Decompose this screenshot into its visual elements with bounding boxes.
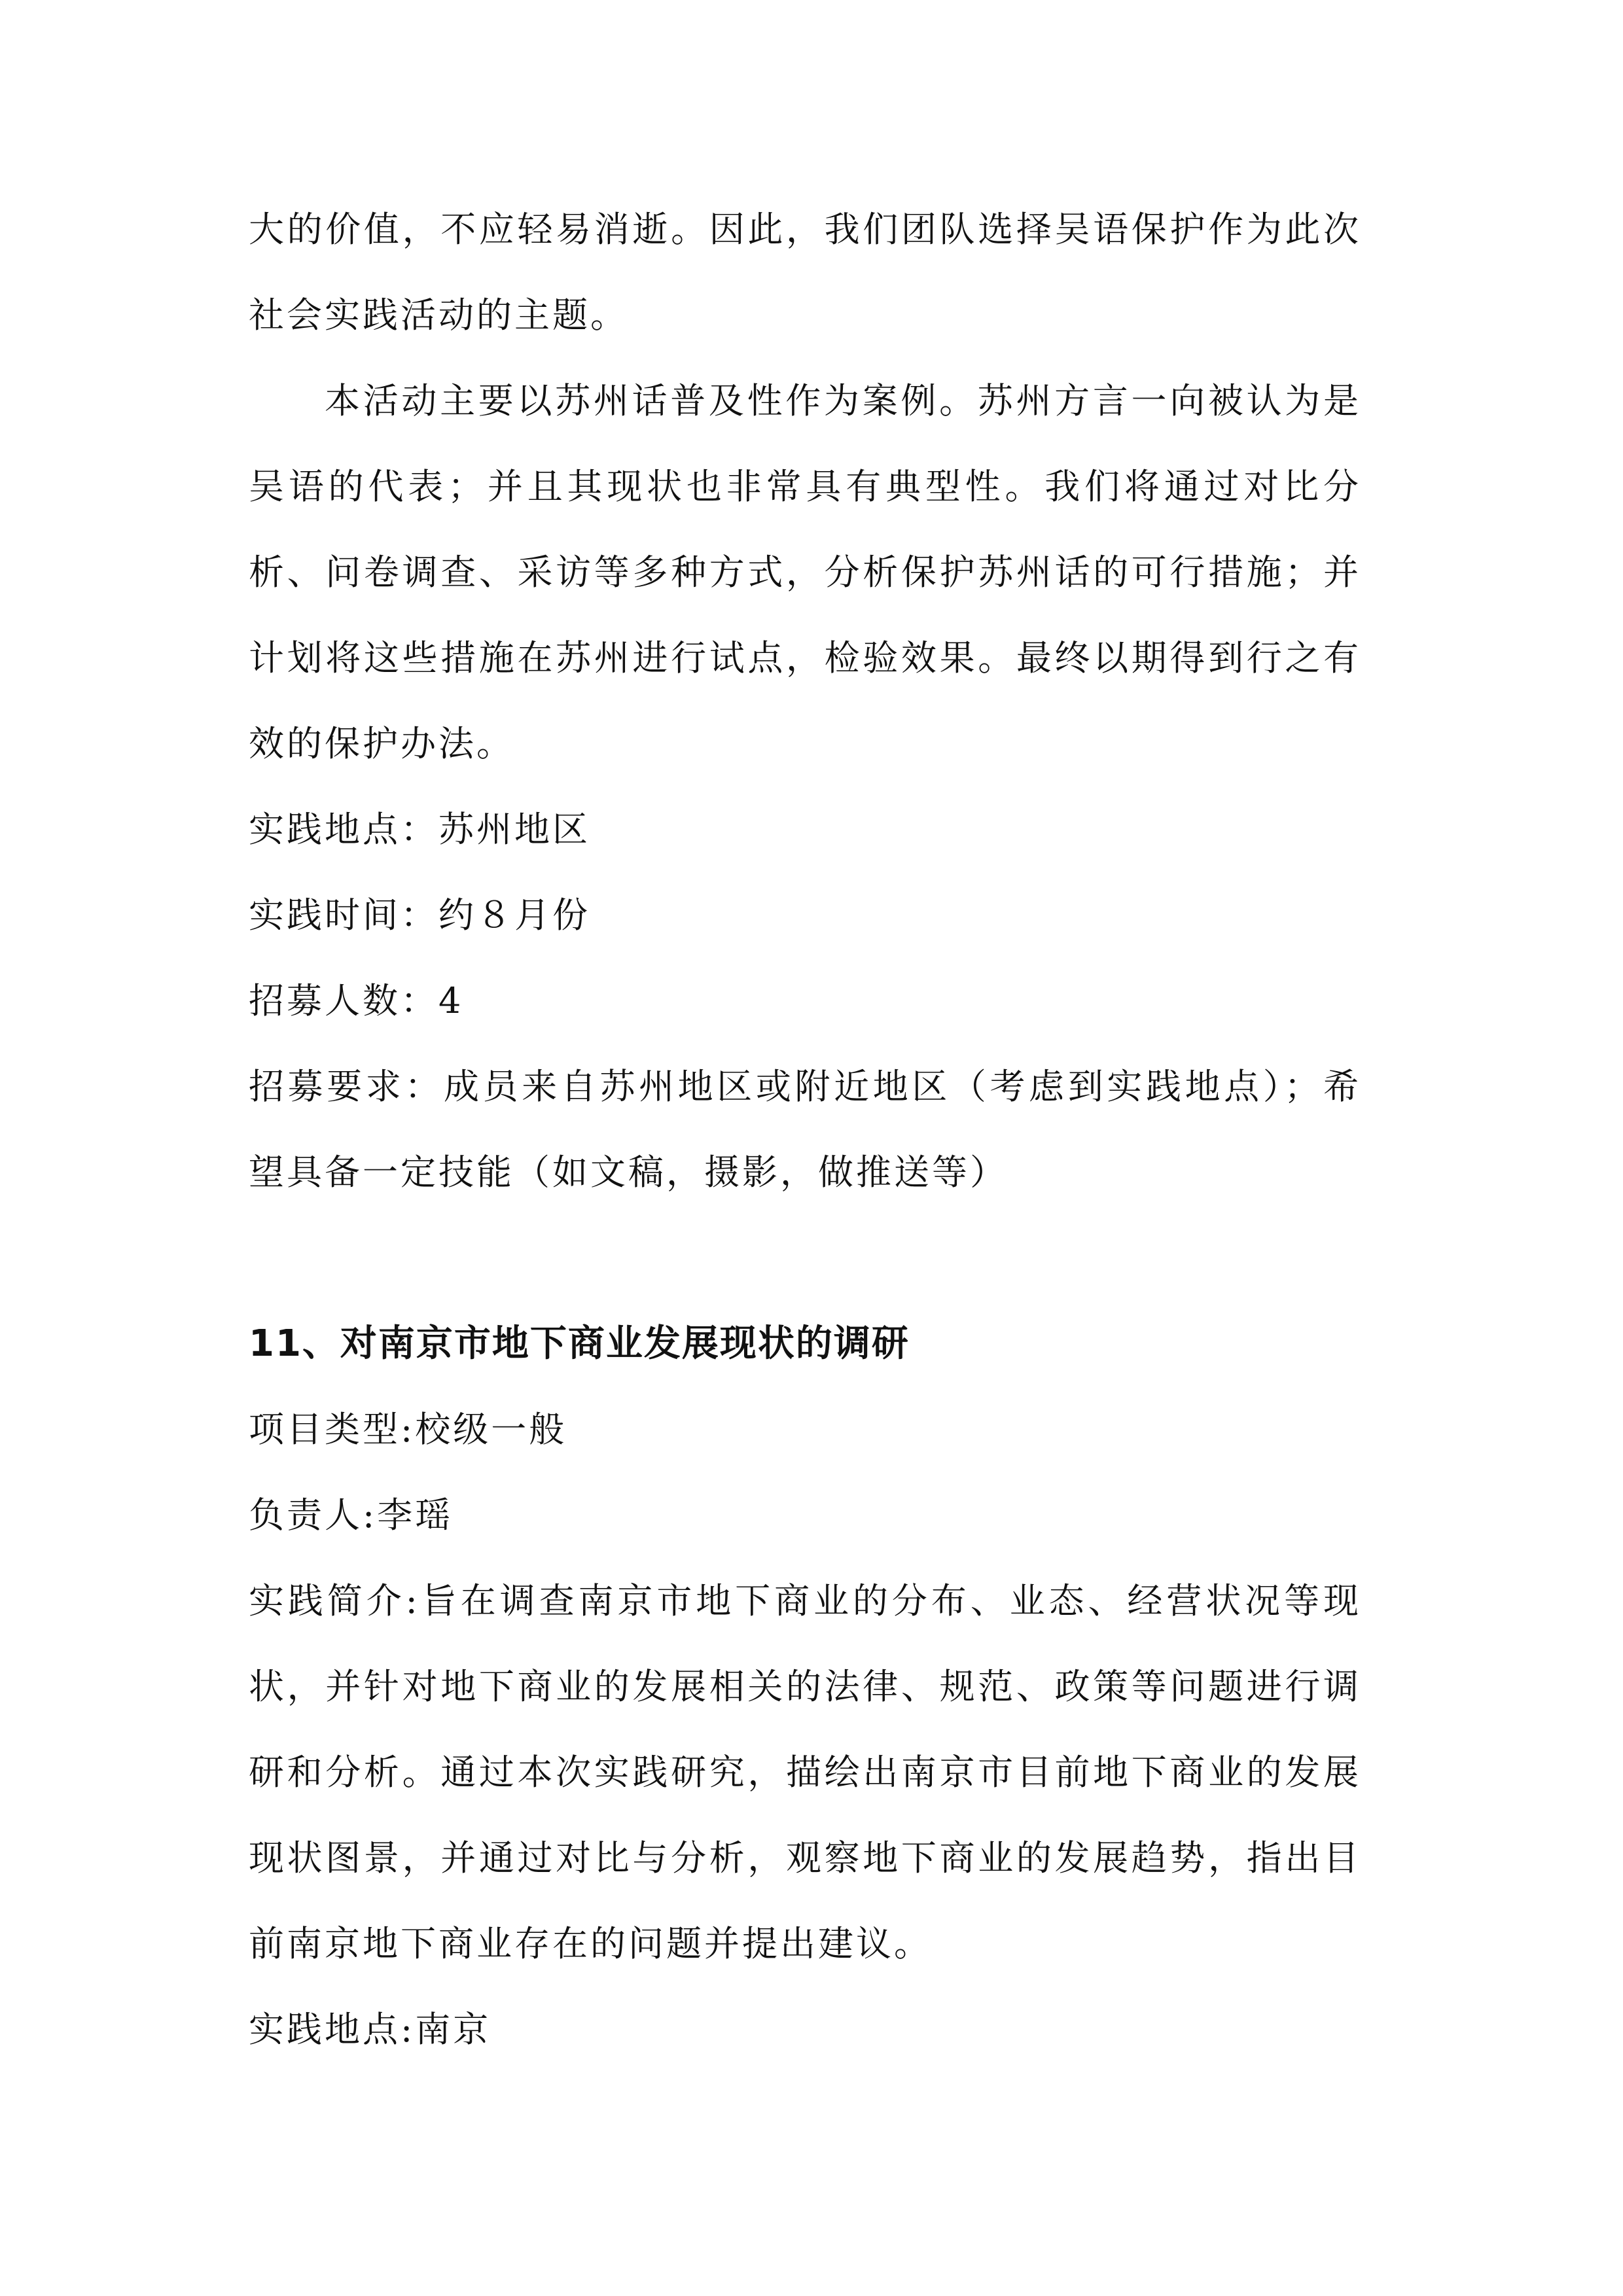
section10-recruit-count: 招募人数：4 <box>249 980 464 1021</box>
section10-continued-paragraph: 大的价值，不应轻易消逝。因此，我们团队选择吴语保护作为此次社会实践活动的主题。 <box>249 209 1361 336</box>
section11-location: 实践地点:南京 <box>249 2009 491 2050</box>
section-spacer <box>249 1215 1361 1301</box>
section11-leader: 负责人:李瑶 <box>249 1494 454 1536</box>
section11-intro: 实践简介:旨在调查南京市地下商业的分布、业态、经营状况等现状，并针对地下商业的发展相关的法律、规范、政策等问题进行调研和分析。通过本次实践研究，描绘出南京市目前地下商业的发展现状图景，并通过对比与分析，观察地下商业的发展趋势，指出目前南京地下商业存在的问题并提出建议。 <box>249 1580 1361 1964</box>
document-page <box>249 186 1361 2072</box>
section10-recruit-requirements: 招募要求：成员来自苏州地区或附近地区（考虑到实践地点）；希望具备一定技能（如文稿，摄影，做推送等） <box>249 1066 1361 1193</box>
section11-title: 11、对南京市地下商业发展现状的调研 <box>249 1322 910 1365</box>
section10-location: 实践地点：苏州地区 <box>249 809 590 850</box>
section10-body-paragraph: 本活动主要以苏州话普及性作为案例。苏州方言一向被认为是吴语的代表；并且其现状也非常具有典型性。我们将通过对比分析、问卷调查、采访等多种方式，分析保护苏州话的可行措施；并计划将这些措施在苏州进行试点，检验效果。最终以期得到行之有效的保护办法。 <box>249 380 1361 764</box>
section11-project-type: 项目类型:校级一般 <box>249 1409 567 1450</box>
section10-time: 实践时间：约８月份 <box>249 894 590 936</box>
